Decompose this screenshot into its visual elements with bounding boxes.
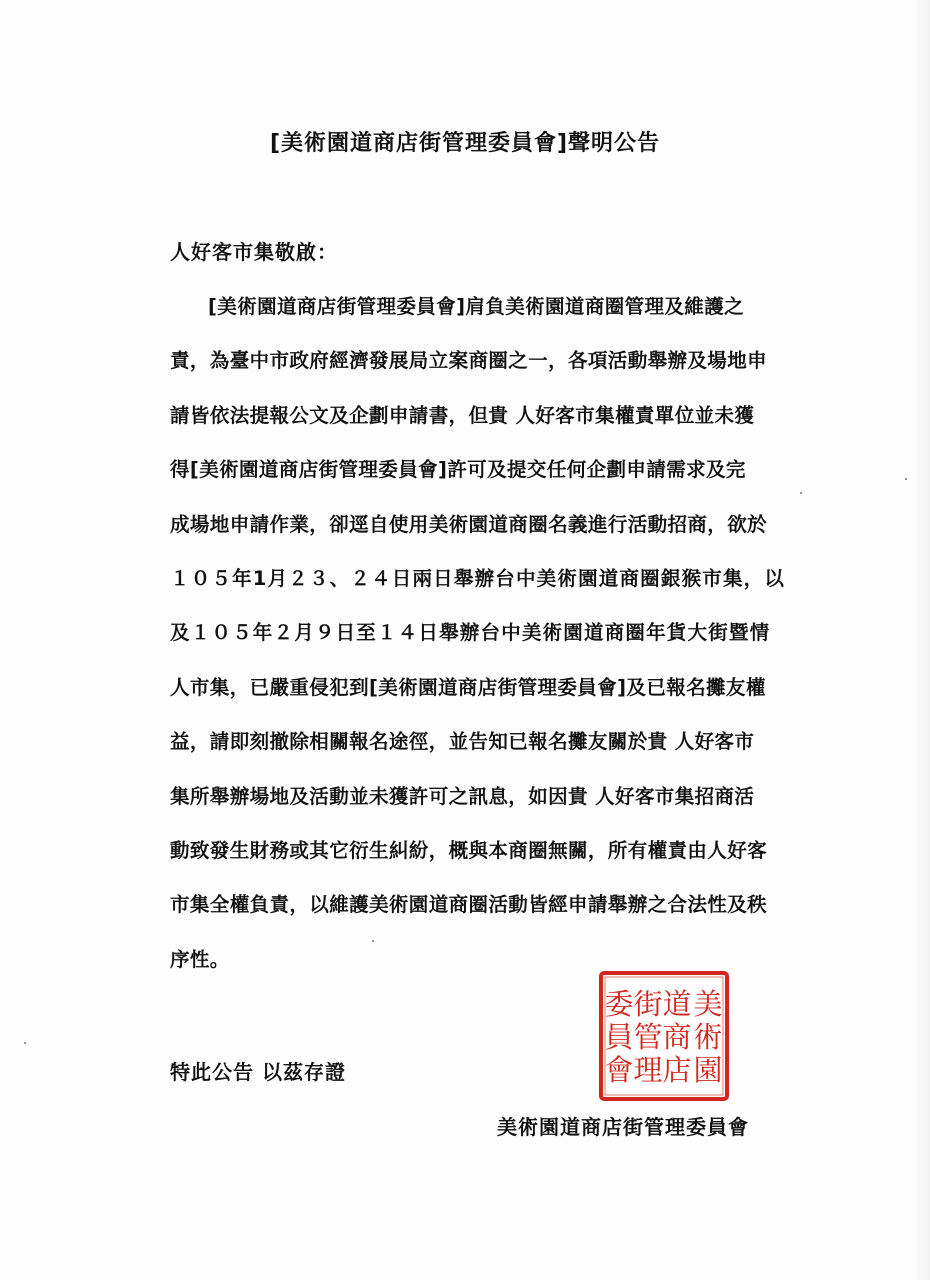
seal-character: 園: [693, 1053, 723, 1087]
scan-speck: [905, 478, 907, 480]
body-line: 及１０５年２月９日至１４日舉辦台中美術園道商圈年貨大街暨情: [170, 621, 771, 645]
scan-speck: [372, 940, 374, 942]
seal-character: 美: [693, 987, 723, 1021]
body-line: 益，請即刻撤除相關報名途徑，並告知已報名攤友關於貴 人好客市: [170, 730, 755, 754]
seal-character: 會: [604, 1053, 634, 1087]
body-line: 得[美術園道商店街管理委員會]許可及提交任何企劃申請需求及完: [170, 458, 746, 482]
body-line: 成場地申請作業，卻逕自使用美術園道商圈名義進行活動招商，欲於: [170, 512, 768, 536]
page-edge-shadow: [916, 0, 930, 1280]
signature-organization: 美術園道商店街管理委員會: [497, 1115, 749, 1139]
closing-statement: 特此公告 以茲存證: [170, 1060, 346, 1084]
scan-speck: [800, 492, 802, 494]
seal-character: 術: [693, 1020, 723, 1054]
body-line: 集所舉辦場地及活動並未獲許可之訊息，如因貴 人好客市集招商活: [170, 784, 755, 808]
scan-speck: [24, 1042, 26, 1044]
greeting: 人好客市集敬啟：: [170, 240, 338, 264]
announcement-body: [170, 290, 810, 997]
body-line: 責，為臺中市政府經濟發展局立案商圈之一，各項活動舉辦及場地申: [170, 349, 768, 373]
seal-character: 道: [662, 987, 692, 1021]
body-line: 市集全權負責，以維護美術園道商圈活動皆經申請舉辦之合法性及秩: [170, 893, 768, 917]
official-seal-stamp: [598, 970, 730, 1102]
body-line: 請皆依法提報公文及企劃申請書，但貴 人好客市集權責單位並未獲: [170, 403, 755, 427]
seal-character: 管: [633, 1020, 663, 1054]
seal-character: 店: [662, 1053, 692, 1087]
seal-character: 商: [662, 1020, 692, 1054]
seal-character: 理: [633, 1053, 663, 1087]
seal-character: 委: [604, 987, 634, 1021]
seal-character: 街: [633, 987, 663, 1021]
body-line: 動致發生財務或其它衍生糾紛，概與本商圈無關，所有權責由人好客: [170, 838, 768, 862]
body-line: 人市集，已嚴重侵犯到[美術園道商店街管理委員會]及已報名攤友權: [170, 675, 766, 699]
document-title: [美術園道商店街管理委員會]聲明公告: [269, 131, 661, 156]
body-line: １０５年1月２３、２４日兩日舉辦台中美術園道商圈銀猴市集，以: [170, 566, 786, 590]
body-line: 序性。: [170, 947, 230, 971]
seal-character: 員: [604, 1020, 634, 1054]
body-line: [美術園道商店街管理委員會]肩負美術園道商圈管理及維護之: [208, 295, 745, 318]
